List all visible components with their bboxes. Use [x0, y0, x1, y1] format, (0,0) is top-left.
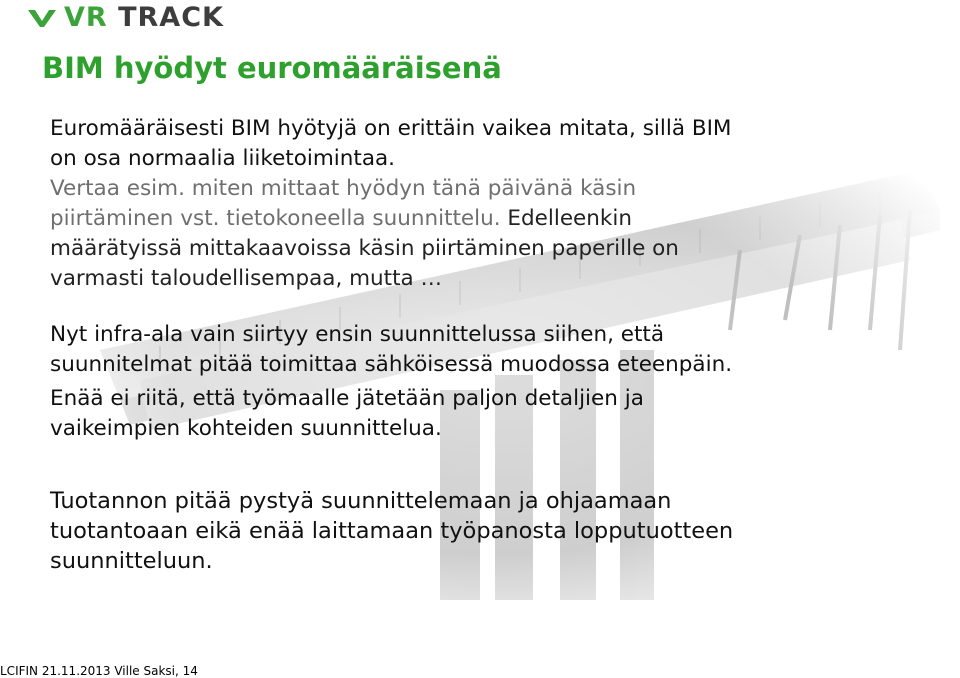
text-line: Vertaa esim. miten mittaat hyödyn tänä päivänä käsin — [50, 176, 637, 201]
paragraph-comparison — [50, 174, 910, 294]
logo-text-vr: VR — [64, 2, 108, 33]
vr-track-logo — [26, 4, 224, 32]
text-line: Tuotannon pitää pystyä suunnittelemaan ja ohjaamaan — [50, 488, 672, 514]
text-line: vaikeimpien kohteiden suunnittelua. — [50, 416, 442, 441]
text-line: suunnitelmat pitää toimittaa sähköisessä muodossa eteenpäin. — [50, 352, 733, 377]
logo-wordmark — [64, 4, 224, 32]
text-line: Enää ei riitä, että työmaalle jätetään paljon detaljien ja — [50, 386, 644, 411]
paragraph-infra-transition — [50, 320, 910, 380]
text-line: Euromääräisesti BIM hyötyjä on erittäin vaikea mitata, sillä BIM — [50, 116, 732, 141]
slide-footer: LCIFIN 21.11.2013 Ville Saksi, 14 — [0, 664, 198, 678]
text-segment: Edelleenkin — [500, 206, 632, 231]
text-line — [50, 204, 910, 234]
logo-text-track: TRACK — [118, 2, 224, 33]
slide-body — [50, 114, 910, 576]
text-line: suunnitteluun. — [50, 548, 213, 574]
text-line: varmasti taloudellisempaa, mutta … — [50, 266, 443, 291]
text-line: tuotantoaan eikä enää laittamaan työpanosta lopputuotteen — [50, 518, 734, 544]
text-line: määrätyissä mittakaavoissa käsin piirtäminen paperille on — [50, 236, 679, 261]
text-line: on osa normaalia liiketoimintaa. — [50, 146, 396, 171]
text-line: Nyt infra-ala vain siirtyy ensin suunnittelussa siihen, että — [50, 322, 665, 347]
slide-title: BIM hyödyt euromääräisenä — [42, 51, 502, 85]
paragraph-production — [50, 486, 910, 576]
text-segment: piirtäminen vst. tietokoneella suunnittelu. — [50, 206, 501, 231]
paragraph-site-details — [50, 384, 910, 444]
paragraph-measurement — [50, 114, 910, 174]
vr-logo-mark-icon — [26, 7, 62, 29]
